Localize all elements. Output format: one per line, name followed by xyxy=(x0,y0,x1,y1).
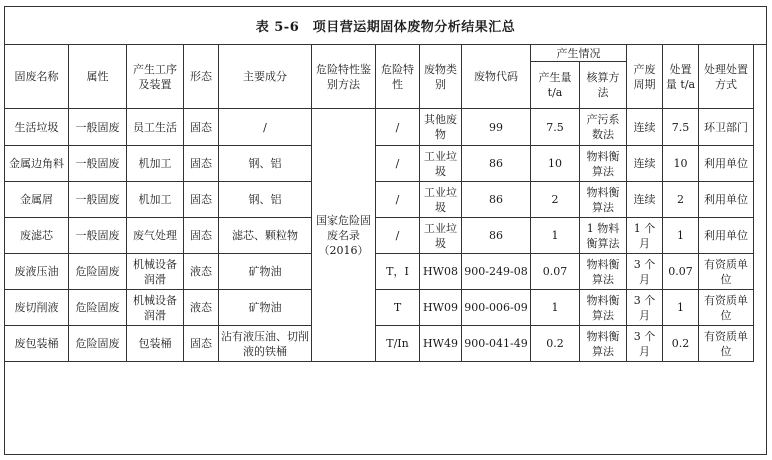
cell-waste-code: 900-006-09 xyxy=(462,290,531,326)
cell-name: 废包装桶 xyxy=(5,326,69,362)
cell-name: 金属边角料 xyxy=(5,146,69,182)
cell-waste-code: 86 xyxy=(462,182,531,218)
cell-process: 包装桶 xyxy=(127,326,184,362)
cell-waste-class: HW49 xyxy=(420,326,462,362)
table-row xyxy=(5,326,754,362)
table-row xyxy=(5,146,754,182)
cell-hazard-char: / xyxy=(376,218,420,254)
cell-process: 机加工 xyxy=(127,146,184,182)
cell-disposal-method: 环卫部门 xyxy=(699,109,754,146)
cell-waste-code: 99 xyxy=(462,109,531,146)
cell-disposal-method: 利用单位 xyxy=(699,218,754,254)
cell-waste-class: 工业垃圾 xyxy=(420,182,462,218)
cell-name: 废滤芯 xyxy=(5,218,69,254)
cell-component: 钢、铝 xyxy=(219,146,312,182)
cell-attribute: 危险固废 xyxy=(69,290,127,326)
cell-calc-method: 物料衡算法 xyxy=(580,254,627,290)
header-component: 主要成分 xyxy=(219,45,312,109)
cell-amount: 1 xyxy=(531,218,580,254)
header-waste-code: 废物代码 xyxy=(462,45,531,109)
cell-cycle: 3 个月 xyxy=(627,290,663,326)
header-hazard-char: 危险特性 xyxy=(376,45,420,109)
header-hazard-method: 危险特性鉴别方法 xyxy=(312,45,376,109)
header-row-1 xyxy=(5,45,754,62)
cell-cycle: 连续 xyxy=(627,146,663,182)
cell-waste-code: 900-249-08 xyxy=(462,254,531,290)
cell-component: 滤芯、颗粒物 xyxy=(219,218,312,254)
table-row xyxy=(5,290,754,326)
cell-waste-code: 86 xyxy=(462,146,531,182)
cell-calc-method: 1 物料衡算法 xyxy=(580,218,627,254)
cell-disposal-amount: 0.2 xyxy=(663,326,699,362)
cell-disposal-amount: 1 xyxy=(663,218,699,254)
cell-name: 废切削液 xyxy=(5,290,69,326)
cell-form: 固态 xyxy=(184,146,219,182)
header-attribute: 属性 xyxy=(69,45,127,109)
cell-hazard-method: 国家危险固废名录（2016） xyxy=(312,109,376,362)
cell-cycle: 3 个月 xyxy=(627,326,663,362)
waste-summary-table xyxy=(4,44,754,362)
header-form: 形态 xyxy=(184,45,219,109)
cell-waste-class: 工业垃圾 xyxy=(420,146,462,182)
header-disposal-method: 处理处置方式 xyxy=(699,45,754,109)
table-title: 表 5-6 项目营运期固体废物分析结果汇总 xyxy=(5,7,766,45)
cell-process: 机械设备润滑 xyxy=(127,290,184,326)
cell-waste-code: 900-041-49 xyxy=(462,326,531,362)
header-process: 产生工序及装置 xyxy=(127,45,184,109)
header-disposal-amount: 处置量 t/a xyxy=(663,45,699,109)
table-row xyxy=(5,254,754,290)
header-waste-class: 废物类别 xyxy=(420,45,462,109)
cell-form: 固态 xyxy=(184,326,219,362)
cell-name: 金属屑 xyxy=(5,182,69,218)
cell-calc-method: 物料衡算法 xyxy=(580,146,627,182)
cell-attribute: 一般固废 xyxy=(69,218,127,254)
cell-process: 员工生活 xyxy=(127,109,184,146)
cell-component: 钢、铝 xyxy=(219,182,312,218)
header-cycle: 产废周期 xyxy=(627,45,663,109)
table-row xyxy=(5,182,754,218)
cell-cycle: 连续 xyxy=(627,109,663,146)
cell-calc-method: 物料衡算法 xyxy=(580,290,627,326)
cell-disposal-amount: 1 xyxy=(663,290,699,326)
cell-disposal-amount: 0.07 xyxy=(663,254,699,290)
table-row xyxy=(5,109,754,146)
cell-attribute: 危险固废 xyxy=(69,254,127,290)
cell-form: 液态 xyxy=(184,290,219,326)
cell-waste-code: 86 xyxy=(462,218,531,254)
cell-disposal-amount: 2 xyxy=(663,182,699,218)
cell-disposal-amount: 10 xyxy=(663,146,699,182)
cell-amount: 0.07 xyxy=(531,254,580,290)
cell-amount: 10 xyxy=(531,146,580,182)
cell-name: 生活垃圾 xyxy=(5,109,69,146)
cell-disposal-method: 利用单位 xyxy=(699,182,754,218)
cell-cycle: 3 个月 xyxy=(627,254,663,290)
table-row xyxy=(5,218,754,254)
cell-disposal-method: 有资质单位 xyxy=(699,326,754,362)
cell-amount: 2 xyxy=(531,182,580,218)
cell-calc-method: 产污系数法 xyxy=(580,109,627,146)
cell-waste-class: HW09 xyxy=(420,290,462,326)
cell-form: 固态 xyxy=(184,218,219,254)
cell-attribute: 危险固废 xyxy=(69,326,127,362)
cell-calc-method: 物料衡算法 xyxy=(580,326,627,362)
cell-process: 机加工 xyxy=(127,182,184,218)
cell-disposal-amount: 7.5 xyxy=(663,109,699,146)
cell-cycle: 连续 xyxy=(627,182,663,218)
header-amount: 产生量 t/a xyxy=(531,62,580,109)
cell-amount: 1 xyxy=(531,290,580,326)
cell-calc-method: 物料衡算法 xyxy=(580,182,627,218)
cell-component: 矿物油 xyxy=(219,254,312,290)
cell-process: 废气处理 xyxy=(127,218,184,254)
cell-component: / xyxy=(219,109,312,146)
cell-disposal-method: 有资质单位 xyxy=(699,254,754,290)
cell-component: 矿物油 xyxy=(219,290,312,326)
document-frame xyxy=(4,6,767,455)
header-generation-group: 产生情况 xyxy=(531,45,627,62)
cell-attribute: 一般固废 xyxy=(69,109,127,146)
cell-amount: 0.2 xyxy=(531,326,580,362)
cell-component: 沾有液压油、切削液的铁桶 xyxy=(219,326,312,362)
cell-form: 固态 xyxy=(184,109,219,146)
cell-waste-class: 工业垃圾 xyxy=(420,218,462,254)
cell-form: 固态 xyxy=(184,182,219,218)
cell-hazard-char: / xyxy=(376,182,420,218)
header-name: 固废名称 xyxy=(5,45,69,109)
cell-disposal-method: 利用单位 xyxy=(699,146,754,182)
cell-hazard-char: / xyxy=(376,109,420,146)
cell-attribute: 一般固废 xyxy=(69,182,127,218)
cell-waste-class: 其他废物 xyxy=(420,109,462,146)
header-calc-method: 核算方法 xyxy=(580,62,627,109)
cell-form: 液态 xyxy=(184,254,219,290)
cell-disposal-method: 有资质单位 xyxy=(699,290,754,326)
cell-attribute: 一般固废 xyxy=(69,146,127,182)
cell-hazard-char: T，I xyxy=(376,254,420,290)
cell-hazard-char: T/In xyxy=(376,326,420,362)
cell-cycle: 1 个月 xyxy=(627,218,663,254)
cell-hazard-char: / xyxy=(376,146,420,182)
cell-name: 废液压油 xyxy=(5,254,69,290)
cell-hazard-char: T xyxy=(376,290,420,326)
cell-process: 机械设备润滑 xyxy=(127,254,184,290)
cell-amount: 7.5 xyxy=(531,109,580,146)
cell-waste-class: HW08 xyxy=(420,254,462,290)
